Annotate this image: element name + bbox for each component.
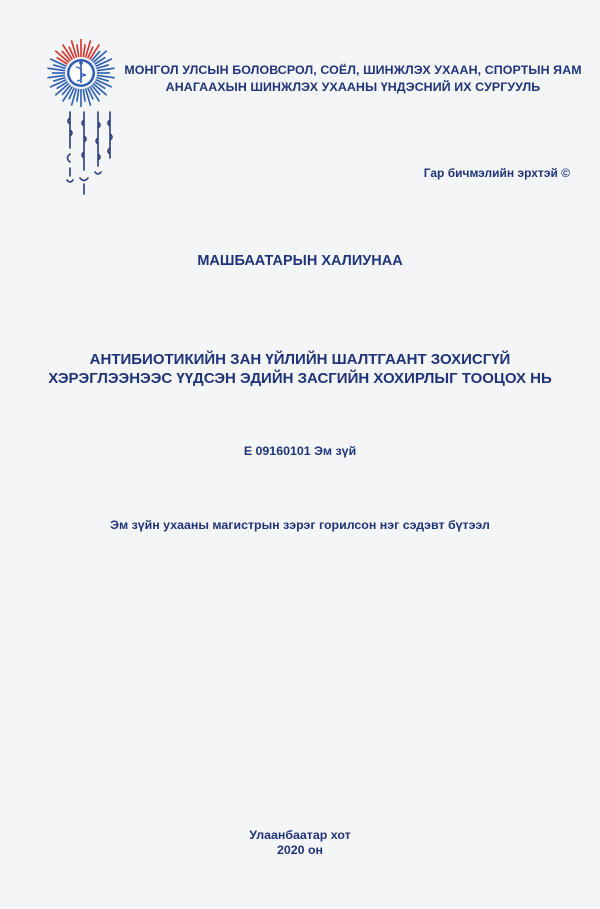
university-emblem-icon [46,38,116,108]
thesis-title-line-1: АНТИБИОТИКИЙН ЗАН ҮЙЛИЙН ШАЛТГААНТ ЗОХИСГҮЙ [89,351,511,368]
mongolian-script-icon [58,108,120,208]
author-name: МАШБААТАРЫН ХАЛИУНАА [197,253,403,269]
thesis-title-line-2: ХЭРЭГЛЭЭНЭЭС ҮҮДСЭН ЭДИЙН ЗАСГИЙН ХОХИРЛЫГ ТООЦОХ НЬ [48,370,552,387]
copyright-notice: Гар бичмэлийн эрхтэй © [423,166,570,180]
thesis-title [0,350,600,388]
place-and-year [0,828,600,858]
ministry-line-1: МОНГОЛ УЛСЫН БОЛОВСРОЛ, СОЁЛ, ШИНЖЛЭХ УХААН, СПОРТЫН ЯАМ [124,63,582,77]
specialty-code: Е 09160101 Эм зүй [243,444,357,458]
city: Улаанбаатар хот [249,828,351,842]
degree-statement: Эм зүйн ухааны магистрын зэрэг горилсон нэг сэдэвт бүтээл [110,518,490,532]
ministry-header [118,62,588,96]
university-name: АНАГААХЫН ШИНЖЛЭХ УХААНЫ ҮНДЭСНИЙ ИХ СУРГУУЛЬ [165,80,541,94]
year: 2020 он [276,843,324,857]
